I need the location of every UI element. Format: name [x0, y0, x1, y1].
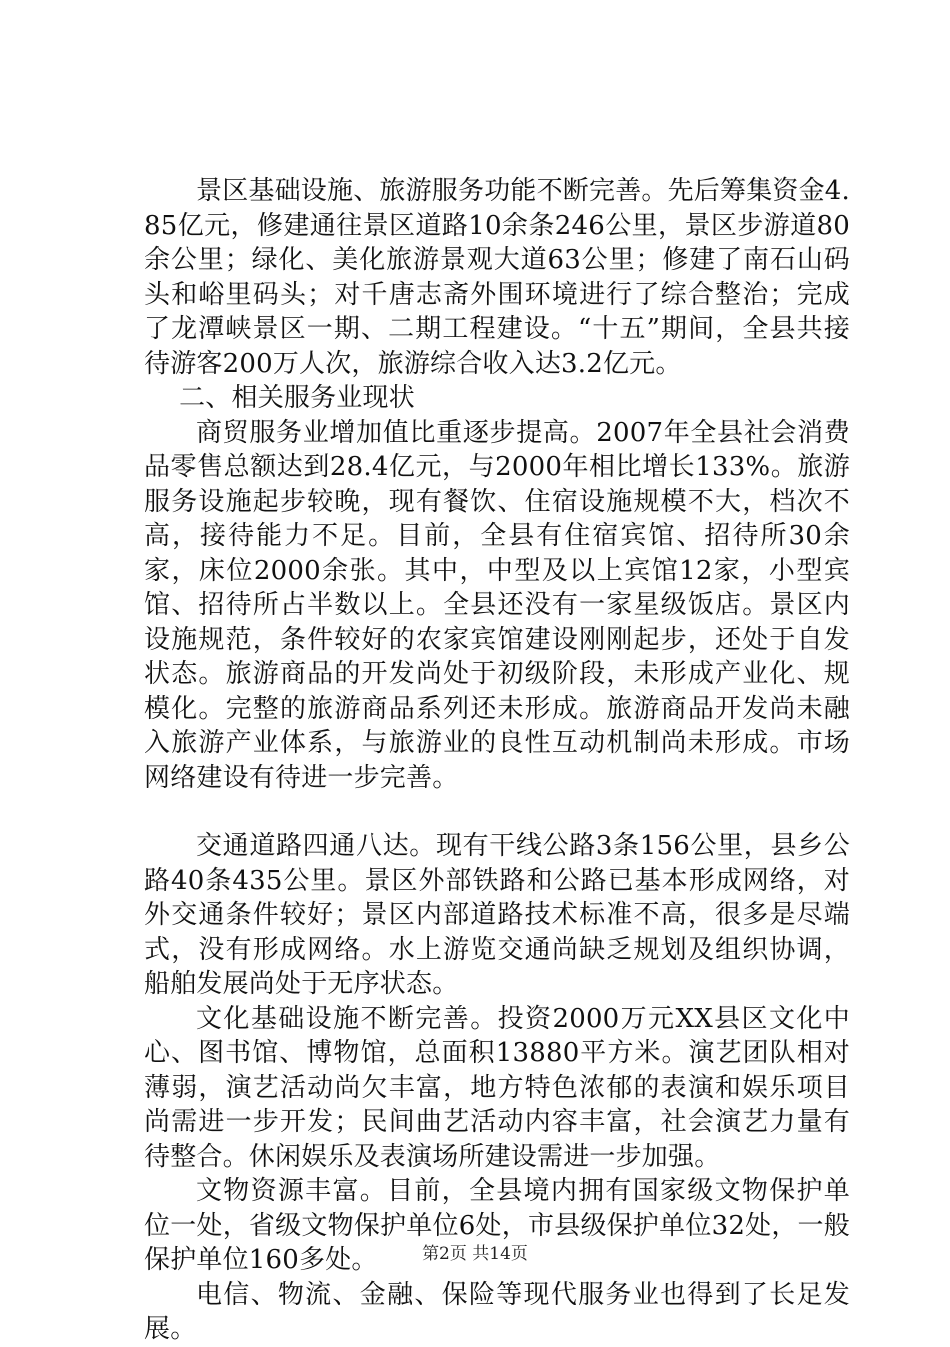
page-footer — [0, 1243, 950, 1265]
paragraph-commerce-services: 商贸服务业增加值比重逐步提高。2007年全县社会消费品零售总额达到28.4亿元，与2000年相比增长133%。旅游服务设施起步较晚，现有餐饮、住宿设施规模不大，档次不高，接待能力不足。目前，全县有住宿宾馆、招待所30余家，床位2000余张。其中，中型及以上宾馆12家，小型宾馆、招待所占半数以上。全县还没有一家星级饭店。景区内设施规范，条件较好的农家宾馆建设刚刚起步，还处于自发状态。旅游商品的开发尚处于初级阶段，未形成产业化、规模化。完整的旅游商品系列还未形成。旅游商品开发尚未融入旅游产业体系，与旅游业的良性互动机制尚未形成。市场网络建设有待进一步完善。 — [144, 417, 850, 793]
page-number-indicator: 第2页 共14页 — [422, 1244, 528, 1264]
section-heading-related-services: 二、相关服务业现状 — [179, 383, 415, 413]
paragraph-cultural-facilities: 文化基础设施不断完善。投资2000万元XX县区文化中心、图书馆、博物馆，总面积13880平方米。演艺团队相对薄弱，演艺活动尚欠丰富，地方特色浓郁的表演和娱乐项目尚需进一步开发；民间曲艺活动内容丰富，社会演艺力量有待整合。休闲娱乐及表演场所建设需进一步加强。 — [144, 1003, 850, 1172]
paragraph-modern-services: 电信、物流、金融、保险等现代服务业也得到了长足发展。 — [144, 1279, 850, 1344]
paragraph-cultural-relics: 文物资源丰富。目前，全县境内拥有国家级文物保护单位一处，省级文物保护单位6处，市县级保护单位32处，一般保护单位160多处。 — [144, 1176, 850, 1275]
paragraph-scenic-infrastructure: 景区基础设施、旅游服务功能不断完善。先后筹集资金4.85亿元，修建通往景区道路10余条246公里，景区步游道80余公里；绿化、美化旅游景观大道63公里；修建了南石山码头和峪里码头；对千唐志斋外围环境进行了综合整治；完成了龙潭峡景区一期、二期工程建设。“十五”期间，全县共接待游客200万人次，旅游综合收入达3.2亿元。 — [144, 176, 851, 379]
paragraph-transportation: 交通道路四通八达。现有干线公路3条156公里，县乡公路40条435公里。景区外部铁路和公路已基本形成网络，对外交通条件较好；景区内部道路技术标准不高，很多是尽端式，没有形成网络。水上游览交通尚缺乏规划及组织协调，船舶发展尚处于无序状态。 — [144, 831, 850, 999]
body-text — [144, 174, 850, 1347]
